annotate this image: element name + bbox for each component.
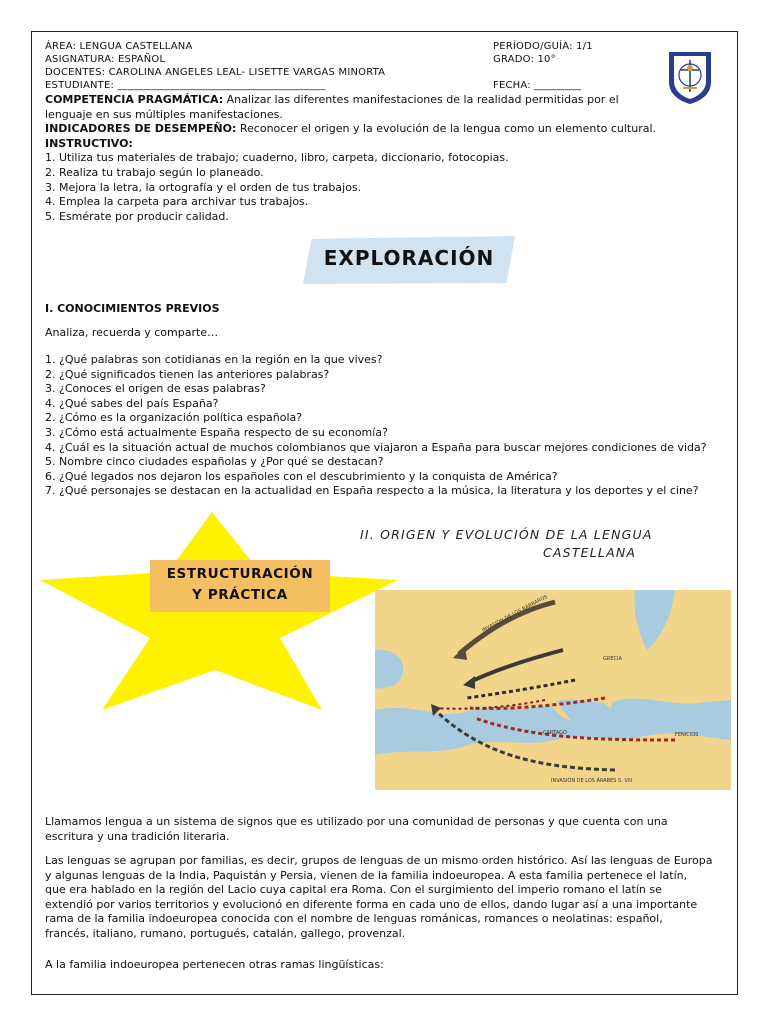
section-ii-title-2: CASTELLANA <box>543 545 637 560</box>
competencia-label: COMPETENCIA PRAGMÁTICA: <box>45 93 224 106</box>
conocimientos-heading: I. CONOCIMIENTOS PREVIOS <box>45 302 220 315</box>
instructivo-item: 4. Emplea la carpeta para archivar tus trabajos. <box>45 195 309 209</box>
map-label-grecia: GRECIA <box>603 656 622 662</box>
fecha-field: FECHA: _________ <box>493 80 581 91</box>
question-item: 7. ¿Qué personajes se destacan en la actualidad en España respecto a la música, la literatura y los deportes y el cine? <box>45 484 699 498</box>
paragraph-line: que era hablado en la región del Lacio cuya capital era Roma. Con el surgimiento del imperio romano el latín se <box>45 883 662 897</box>
question-item: 5. Nombre cinco ciudades españolas y ¿Por qué se destacan? <box>45 455 384 469</box>
paragraph-line: francés, italiano, rumano, portugués, catalán, gallego, provenzal. <box>45 926 406 940</box>
exploracion-banner <box>303 236 515 284</box>
asignatura-label: ASIGNATURA: ESPAÑOL <box>45 54 166 65</box>
paragraph-ramas <box>45 958 725 973</box>
paragraph-line: extendió por varios territorios y evolucionó en diferente forma en cada uno de ellos, dando lugar así a una importante <box>45 897 698 911</box>
map-label-cartago: CARTAGO <box>543 730 567 736</box>
europe-map-image <box>375 590 731 790</box>
paragraph-line: rama de la familia indoeuropea conocida con el nombre de lenguas románicas, romances o neolatinas: español, <box>45 912 663 926</box>
paragraph-line: A la familia indoeuropea pertenecen otras ramas lingüísticas: <box>45 958 384 971</box>
map-label-fenicios: FENICIOS <box>675 732 699 738</box>
question-item: 2. ¿Cómo es la organización política española? <box>45 411 303 425</box>
question-item: 2. ¿Qué significados tienen las anteriores palabras? <box>45 367 330 381</box>
paragraph-line: escritura y una tradición literaria. <box>45 829 230 843</box>
paragraph-lengua <box>45 815 725 844</box>
question-item: 1. ¿Qué palabras son cotidianas en la región en la que vives? <box>45 353 383 366</box>
instructivo-item: 1. Utiliza tus materiales de trabajo; cuaderno, libro, carpeta, diccionario, fotocopias. <box>45 151 509 165</box>
paragraph-line: y algunas lenguas de la India, Paquistán y Persia, vienen de la familia indoeuropea. A esta familia pertenece el latín, <box>45 868 688 882</box>
map-label-invasion-arabes: INVASIÓN DE LOS ÁRABES S. VIII <box>551 778 633 784</box>
periodo-label: PERÍODO/GUÍA: 1/1 <box>493 41 593 52</box>
estudiante-field: ESTUDIANTE: ________________________________________ <box>45 80 326 91</box>
paragraph-familias <box>45 854 725 942</box>
instructivo-item: 5. Esmérate por producir calidad. <box>45 209 229 223</box>
estructuracion-line2: Y PRÁCTICA <box>192 587 288 603</box>
instructivo-label: INSTRUCTIVO: <box>45 136 133 150</box>
instructivo-item: 2. Realiza tu trabajo según lo planeado. <box>45 165 264 179</box>
indicadores-label: INDICADORES DE DESEMPEÑO: <box>45 122 237 136</box>
indicadores-text: Reconocer el origen y la evolución de la lengua como un elemento cultural. <box>236 122 657 136</box>
question-item: 4. ¿Cuál es la situación actual de muchos colombianos que viajaron a España para buscar mejores condiciones de vida? <box>45 440 707 454</box>
indicadores-line <box>45 122 725 137</box>
question-item: 6. ¿Qué legados nos dejaron los españoles con el descubrimiento y la conquista de América? <box>45 469 558 483</box>
competencia-text-2: lenguaje en sus múltiples manifestaciones. <box>45 107 283 121</box>
question-item: 3. ¿Cómo está actualmente España respecto de su economía? <box>45 425 388 439</box>
star-shape <box>40 510 410 715</box>
paragraph-line: Las lenguas se agrupan por familias, es decir, grupos de lenguas de un mismo orden histórico. Así las lenguas de Europa <box>45 854 713 867</box>
conocimientos-prompt: Analiza, recuerda y comparte… <box>45 326 219 339</box>
estructuracion-line1: ESTRUCTURACIÓN <box>166 566 314 582</box>
exploracion-title: EXPLORACIÓN <box>323 246 495 270</box>
docentes-label: DOCENTES: CAROLINA ANGELES LEAL- LISETTE VARGAS MINORTA <box>45 67 386 78</box>
competencia-text: Analizar las diferentes manifestaciones de la realidad permitidas por el <box>223 93 619 106</box>
paragraph-line: Llamamos lengua a un sistema de signos que es utilizado por una comunidad de personas y que cuenta con una <box>45 815 668 828</box>
instructivo-item: 3. Mejora la letra, la ortografía y el orden de tus trabajos. <box>45 180 362 194</box>
competencia-line <box>45 93 725 108</box>
grado-label: GRADO: 10° <box>493 54 556 65</box>
estructuracion-box <box>150 560 330 612</box>
map-label-invasion-barbaros: INVASIÓN DE LOS BÁRBAROS <box>481 594 549 634</box>
question-item: 4. ¿Qué sabes del país España? <box>45 396 219 410</box>
section-ii-title-1: II. ORIGEN Y EVOLUCIÓN DE LA LENGUA <box>360 527 653 542</box>
area-label: ÁREA: LENGUA CASTELLANA <box>45 41 193 52</box>
question-item: 3. ¿Conoces el origen de esas palabras? <box>45 382 266 396</box>
